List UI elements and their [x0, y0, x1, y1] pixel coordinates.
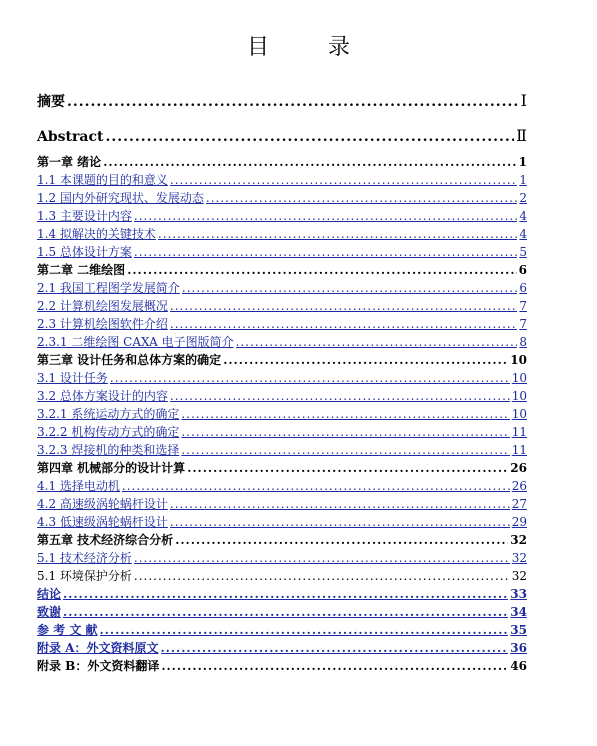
toc-dot-leader: [170, 298, 517, 314]
toc-entry-label: 1.1 本课题的目的和意义: [37, 173, 168, 187]
toc-entry-label: 第三章 设计任务和总体方案的确定: [37, 353, 222, 367]
toc-entry[interactable]: [37, 586, 527, 602]
toc-dot-leader: [63, 604, 508, 620]
toc-dot-leader: [134, 244, 517, 260]
toc-entry-page: 36: [510, 641, 527, 655]
toc-entry-label: 4.1 选择电动机: [37, 479, 120, 493]
toc-dot-leader: [223, 352, 508, 368]
toc-dot-leader: [170, 316, 517, 332]
toc-dot-leader: [182, 280, 517, 296]
toc-entry-page: 10: [510, 353, 527, 367]
toc-entry[interactable]: [37, 226, 527, 242]
toc-entry[interactable]: [37, 442, 527, 458]
toc-entry-label: 第一章 绪论: [37, 155, 102, 169]
toc-dot-leader: [122, 478, 510, 494]
toc-entry-page: 7: [519, 317, 527, 331]
toc-entry-page: 5: [519, 245, 527, 259]
toc-dot-leader: [127, 262, 516, 278]
toc-entry-label: 摘要: [37, 94, 65, 110]
toc-entry-label: 第四章 机械部分的设计计算: [37, 461, 186, 475]
toc-dot-leader: [236, 334, 518, 350]
toc-entry-page: 32: [511, 569, 527, 583]
toc-entry[interactable]: [37, 496, 527, 512]
toc-dot-leader: [67, 93, 519, 111]
toc-entry-label: Abstract: [37, 129, 104, 145]
toc-dot-leader: [187, 460, 508, 476]
toc-entry[interactable]: [37, 550, 527, 566]
toc-entry[interactable]: [37, 640, 527, 656]
toc-dot-leader: [170, 514, 510, 530]
toc-entry[interactable]: [37, 514, 527, 530]
toc-entry-label: 第五章 技术经济综合分析: [37, 533, 174, 547]
toc-entry-page: 33: [510, 587, 527, 601]
toc-entry-label: 3.2 总体方案设计的内容: [37, 389, 168, 403]
toc-entry-page: 10: [511, 389, 527, 403]
toc-entry: [37, 568, 527, 584]
toc-entry-label: 结论: [37, 587, 62, 601]
toc-entry-page: 7: [519, 299, 527, 313]
toc-dot-leader: [134, 208, 517, 224]
toc-entry[interactable]: [37, 190, 527, 206]
toc-entry[interactable]: [37, 604, 527, 620]
toc-entry[interactable]: [37, 298, 527, 314]
toc-entry-page: 11: [511, 443, 527, 457]
toc-entry-label: 2.3.1 二维绘图 CAXA 电子图版简介: [37, 335, 234, 349]
toc-entry-label: 附录 B：外文资料翻译: [37, 659, 160, 673]
toc-dot-leader: [206, 190, 517, 206]
toc-entry-label: 4.3 低速级涡轮蜗杆设计: [37, 515, 168, 529]
toc-entry-page: Ⅱ: [516, 126, 527, 145]
toc-entry-label: 第二章 二维绘图: [37, 263, 126, 277]
toc-entry: [37, 352, 527, 368]
toc-dot-leader: [170, 388, 510, 404]
toc-entry-page: 34: [510, 605, 527, 619]
toc-entry: [37, 262, 527, 278]
toc-entry-label: 1.3 主要设计内容: [37, 209, 132, 223]
toc-entry[interactable]: [37, 172, 527, 188]
toc-entry-label: 4.2 高速级涡轮蜗杆设计: [37, 497, 168, 511]
toc-entry-label: 1.5 总体设计方案: [37, 245, 132, 259]
toc-entry: [37, 460, 527, 476]
toc-entry[interactable]: [37, 334, 527, 350]
toc-entry-page: 27: [511, 497, 527, 511]
toc-entry-label: 3.2.3 焊接机的种类和选择: [37, 443, 180, 457]
toc-entry: [37, 127, 527, 146]
toc-entry-label: 参 考 文 献: [37, 623, 98, 637]
toc-dot-leader: [161, 658, 508, 674]
toc-dot-leader: [105, 128, 514, 146]
toc-entry-page: 11: [511, 425, 527, 439]
toc-entry[interactable]: [37, 388, 527, 404]
toc-dot-leader: [63, 586, 508, 602]
toc-dot-leader: [175, 532, 508, 548]
toc-entry-label: 附录 A：外文资料原文: [37, 641, 159, 655]
toc-dot-leader: [181, 424, 509, 440]
toc-entry-page: 35: [510, 623, 527, 637]
toc-dot-leader: [161, 640, 509, 656]
toc-dot-leader: [181, 406, 509, 422]
toc-entry-label: 3.1 设计任务: [37, 371, 108, 385]
toc-entry: [37, 532, 527, 548]
toc-entry-page: 2: [519, 191, 527, 205]
toc-entry-page: 6: [518, 263, 527, 277]
toc-dot-leader: [134, 550, 510, 566]
toc-entry[interactable]: [37, 244, 527, 260]
toc-entry-page: 10: [511, 407, 527, 421]
toc-dot-leader: [170, 172, 517, 188]
toc-entry: [37, 92, 527, 111]
page-title: 目 录: [247, 35, 376, 60]
toc-entry-page: 1: [519, 173, 527, 187]
toc-dot-leader: [100, 622, 509, 638]
toc-entry-page: 4: [519, 227, 527, 241]
toc-entry[interactable]: [37, 316, 527, 332]
toc-entry: [37, 154, 527, 170]
toc-entry-page: 6: [519, 281, 527, 295]
toc-entry-label: 3.2.1 系统运动方式的确定: [37, 407, 180, 421]
toc-dot-leader: [170, 496, 510, 512]
toc-dot-leader: [110, 370, 510, 386]
toc-entry-page: 32: [511, 551, 527, 565]
toc-entry-label: 致谢: [37, 605, 62, 619]
toc-dot-leader: [158, 226, 517, 242]
toc-entry-page: 10: [511, 371, 527, 385]
toc-entry-page: 32: [510, 533, 527, 547]
toc-entry-label: 2.1 我国工程图学发展简介: [37, 281, 180, 295]
toc-entry-label: 1.2 国内外研究现状、发展动态: [37, 191, 204, 205]
toc-entry-page: 8: [519, 335, 527, 349]
toc-entry-page: 4: [519, 209, 527, 223]
toc-entry-page: Ⅰ: [520, 91, 527, 110]
toc-dot-leader: [103, 154, 516, 170]
toc-entry[interactable]: [37, 280, 527, 296]
toc-entry-page: 29: [511, 515, 527, 529]
toc-entry[interactable]: [37, 622, 527, 638]
toc-entry-label: 5.1 技术经济分析: [37, 551, 132, 565]
toc-entry-page: 46: [510, 659, 527, 673]
toc-entry-label: 1.4 拟解决的关键技术: [37, 227, 156, 241]
toc-dot-leader: [134, 568, 510, 584]
toc-entry[interactable]: [37, 370, 527, 386]
toc-entry-label: 2.3 计算机绘图软件介绍: [37, 317, 168, 331]
toc-entry-label: 5.1 环境保护分析: [37, 569, 132, 583]
toc-entry[interactable]: [37, 424, 527, 440]
toc-entry[interactable]: [37, 208, 527, 224]
toc-entry: [37, 658, 527, 674]
toc-entry[interactable]: [37, 478, 527, 494]
toc-entry-page: 1: [518, 155, 527, 169]
toc-entry-label: 2.2 计算机绘图发展概况: [37, 299, 168, 313]
toc-dot-leader: [181, 442, 509, 458]
toc-entry[interactable]: [37, 406, 527, 422]
toc-entry-page: 26: [511, 479, 527, 493]
toc-entry-page: 26: [510, 461, 527, 475]
toc-entry-label: 3.2.2 机构传动方式的确定: [37, 425, 180, 439]
